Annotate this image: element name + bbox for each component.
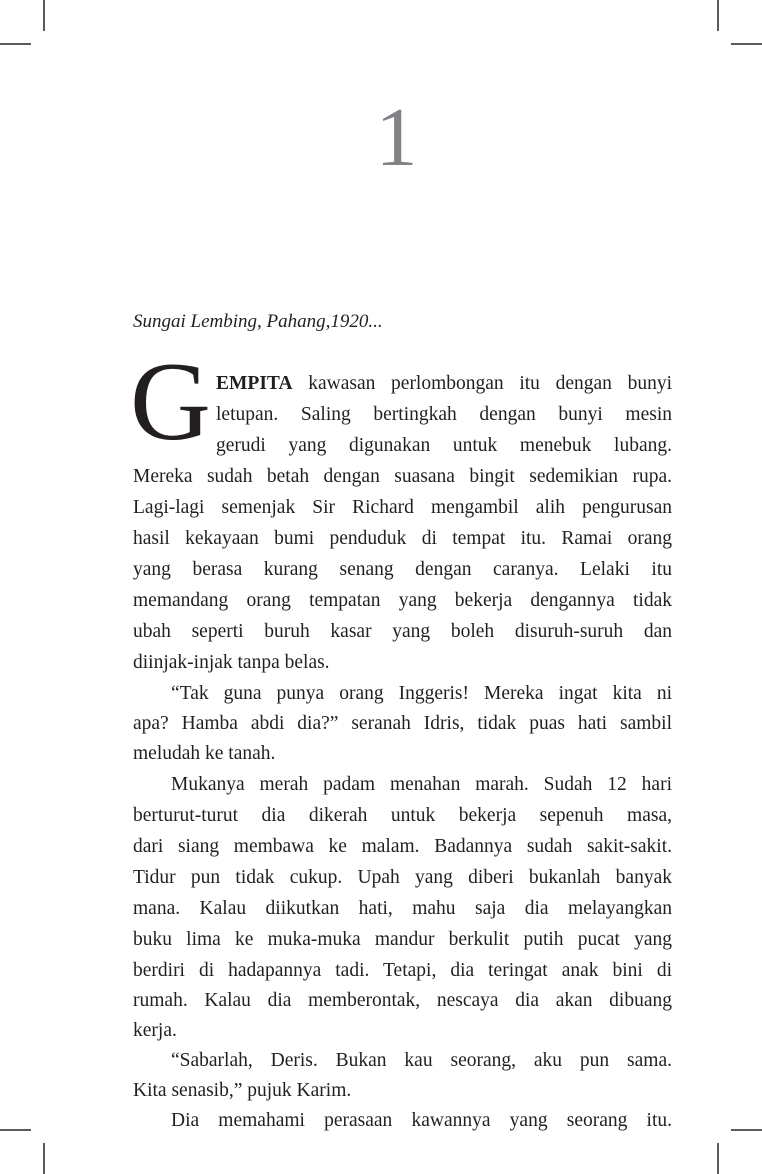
text-line: gerudi yang digunakan untuk menebuk lubang. [216,435,672,456]
text-line: Tidur pun tidak cukup. Upah yang diberi bukanlah banyak [133,867,672,888]
text-line: Lagi-lagi semenjak Sir Richard mengambil alih pengurusan [133,497,672,518]
text-line: Mereka sudah betah dengan suasana bingit sedemikian rupa. [133,466,672,487]
text-line-rest: kawasan perlombongan itu dengan bunyi [292,373,672,394]
text-line: Kita senasib,” pujuk Karim. [133,1080,352,1101]
chapter-number: 1 [375,91,418,184]
crop-mark-bottom-left-vertical [43,1143,45,1174]
crop-mark-bottom-right-horizontal [731,1129,762,1131]
text-line: “Tak guna punya orang Inggeris! Mereka ingat kita ni [171,683,672,704]
text-line [216,372,672,396]
drop-cap: G [130,340,211,464]
text-line: “Sabarlah, Deris. Bukan kau seorang, aku pun sama. [171,1050,672,1071]
location-heading: Sungai Lembing, Pahang,1920... [133,311,383,332]
text-line: kerja. [133,1020,177,1041]
text-line: apa? Hamba abdi dia?” seranah Idris, tidak puas hati sambil [133,713,672,734]
crop-mark-bottom-left-horizontal [0,1129,31,1131]
text-line: ubah seperti buruh kasar yang boleh disuruh-suruh dan [133,621,672,642]
text-line: Mukanya merah padam menahan marah. Sudah 12 hari [171,774,672,795]
crop-mark-top-right-horizontal [731,43,762,45]
text-line: yang berasa kurang senang dengan caranya. Lelaki itu [133,559,672,580]
text-line: meludah ke tanah. [133,743,276,764]
crop-mark-top-left-vertical [43,0,45,31]
text-line: buku lima ke muka-muka mandur berkulit putih pucat yang [133,929,672,950]
text-line: mana. Kalau diikutkan hati, mahu saja dia melayangkan [133,898,672,919]
text-line: letupan. Saling bertingkah dengan bunyi mesin [216,404,672,425]
text-line: berdiri di hadapannya tadi. Tetapi, dia teringat anak bini di [133,960,672,981]
text-line: berturut-turut dia dikerah untuk bekerja sepenuh masa, [133,805,672,826]
text-line: diinjak-injak tanpa belas. [133,652,330,673]
crop-mark-top-left-horizontal [0,43,31,45]
text-line: memandang orang tempatan yang bekerja dengannya tidak [133,590,672,611]
crop-mark-top-right-vertical [717,0,719,31]
text-line: rumah. Kalau dia memberontak, nescaya dia akan dibuang [133,990,672,1011]
text-line: hasil kekayaan bumi penduduk di tempat itu. Ramai orang [133,528,672,549]
lead-word: EMPITA [216,373,293,394]
text-line: Dia memahami perasaan kawannya yang seorang itu. [171,1110,672,1131]
crop-mark-bottom-right-vertical [717,1143,719,1174]
text-line: dari siang membawa ke malam. Badannya sudah sakit-sakit. [133,836,672,857]
